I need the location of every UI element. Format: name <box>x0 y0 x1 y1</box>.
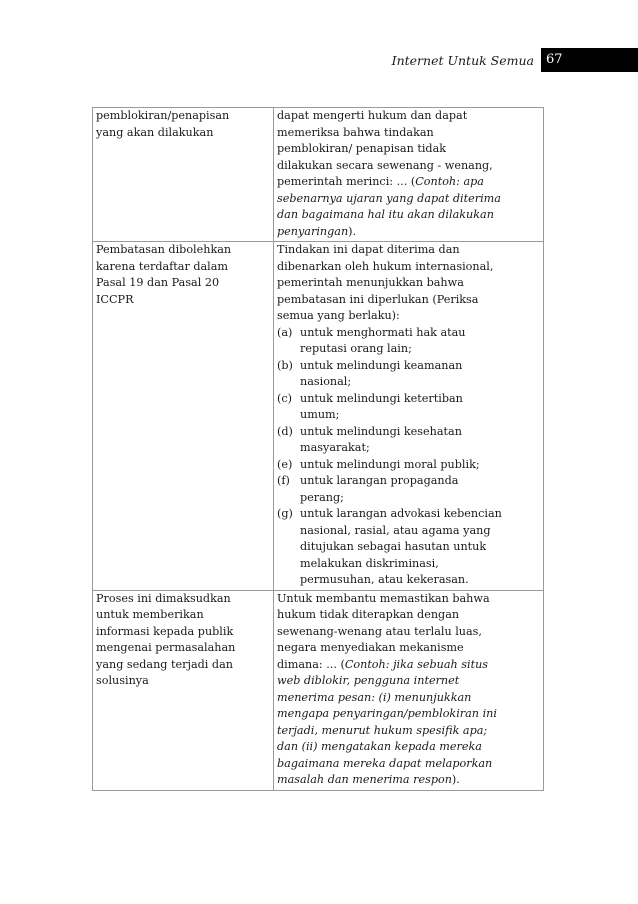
cell-text-line <box>277 607 541 624</box>
text-run: ). <box>451 773 460 786</box>
list-item-text <box>300 358 462 391</box>
cell-text-line <box>277 141 541 158</box>
cell-text-line <box>277 739 541 756</box>
cell-text-line: dibenarkan oleh hukum internasional, <box>277 259 494 273</box>
list-marker: (f) <box>277 474 290 487</box>
cell-text-line <box>277 706 541 723</box>
cell-text-line: perang; <box>300 490 344 504</box>
text-run: Untuk membantu memastikan bahwa <box>277 591 490 605</box>
row1-left-cell <box>93 108 274 242</box>
cell-text-line: masyarakat; <box>300 441 370 454</box>
checklist-item <box>277 457 541 474</box>
checklist-item <box>277 325 541 358</box>
cell-text-line <box>277 224 541 241</box>
text-run: pemerintah merinci: ... ( <box>277 175 416 188</box>
row3-left-cell <box>93 590 274 790</box>
cell-text-line <box>277 690 541 707</box>
italic-text-run: terjadi, menurut hukum spesifik apa; <box>277 723 488 737</box>
cell-text-line <box>277 591 541 608</box>
list-marker: (d) <box>277 424 293 438</box>
list-item-text <box>300 325 466 358</box>
cell-text-line <box>277 624 541 641</box>
cell-text-line <box>277 640 541 657</box>
cell-text-line <box>277 657 541 674</box>
page-number-box <box>541 48 638 72</box>
cell-text-line: nasional, rasial, atau agama yang <box>300 523 491 537</box>
cell-text-line: untuk menghormati hak atau <box>300 325 466 339</box>
italic-text-run: dan bagaimana hal itu akan dilakukan <box>277 208 494 221</box>
cell-text-line <box>277 756 541 773</box>
italic-text-run: penyaringan <box>277 224 349 238</box>
cell-text-line <box>277 772 541 789</box>
cell-text-line: untuk larangan advokasi kebencian <box>300 507 502 520</box>
cell-text-line: ditujukan sebagai hasutan untuk <box>300 540 487 553</box>
text-run: memeriksa bahwa tindakan <box>277 125 434 139</box>
cell-text-line: untuk melindungi moral publik; <box>300 457 480 471</box>
italic-text-run: Contoh: jika sebuah situs <box>344 657 489 671</box>
italic-text-run: bagaimana mereka dapat melaporkan <box>277 756 493 770</box>
list-marker: (e) <box>277 457 293 471</box>
table-row <box>93 108 544 242</box>
list-marker: (a) <box>277 325 293 339</box>
checklist <box>277 325 541 589</box>
cell-text-line: yang sedang terjadi dan <box>96 657 233 671</box>
cell-text-line: mengenai permasalahan <box>96 641 236 654</box>
cell-text-line: Pembatasan dibolehkan <box>96 243 232 256</box>
cell-text-line <box>277 207 541 224</box>
row1-right-cell <box>274 108 544 242</box>
row3-right-cell <box>274 590 544 790</box>
cell-text-line: informasi kepada publik <box>96 624 234 638</box>
table-row <box>93 242 544 591</box>
cell-text-line: pemerintah menunjukkan bahwa <box>277 276 464 289</box>
italic-text-run: mengapa penyaringan/pemblokiran ini <box>277 707 497 720</box>
page-number: 67 <box>546 52 563 67</box>
text-run: pemblokiran/ penapisan tidak <box>277 142 447 155</box>
italic-text-run: masalah dan menerima respon <box>277 773 452 786</box>
cell-text-line: melakukan diskriminasi, <box>300 556 439 570</box>
cell-text-line: Proses ini dimaksudkan <box>96 591 231 605</box>
content-table <box>92 107 544 791</box>
italic-text-run: dan (ii) mengatakan kepada mereka <box>277 740 482 753</box>
cell-text-line: Tindakan ini dapat diterima dan <box>277 243 460 256</box>
checklist-item <box>277 358 541 391</box>
cell-text-line: yang akan dilakukan <box>96 125 214 139</box>
list-item-text <box>300 424 462 457</box>
list-marker: (c) <box>277 391 292 405</box>
italic-text-run: web diblokir, pengguna internet <box>277 674 460 687</box>
cell-text-line <box>277 158 541 175</box>
text-run: sewenang-wenang atau terlalu luas, <box>277 624 482 638</box>
cell-text-line: untuk memberikan <box>96 608 204 621</box>
checklist-item <box>277 506 541 589</box>
checklist-item <box>277 473 541 506</box>
cell-text-line: reputasi orang lain; <box>300 342 412 355</box>
cell-text-line: untuk melindungi keamanan <box>300 358 463 372</box>
list-item-text <box>300 391 463 424</box>
italic-text-run: Contoh: apa <box>415 175 484 188</box>
row2-left-cell <box>93 242 274 591</box>
list-item-text <box>300 473 458 506</box>
cell-text-line: semua yang berlaku): <box>277 309 400 322</box>
cell-text-line <box>277 108 541 125</box>
cell-text-line: karena terdaftar dalam <box>96 259 229 273</box>
text-run: negara menyediakan mekanisme <box>277 641 464 654</box>
cell-text-line: untuk melindungi kesehatan <box>300 424 462 438</box>
checklist-item <box>277 424 541 457</box>
checklist-item <box>277 391 541 424</box>
cell-text-line <box>277 673 541 690</box>
cell-text-line: pemblokiran/penapisan <box>96 109 230 122</box>
cell-text-line: untuk melindungi ketertiban <box>300 391 463 405</box>
cell-text-line <box>277 174 541 191</box>
italic-text-run: sebenarnya ujaran yang dapat diterima <box>277 191 501 205</box>
cell-text-line: untuk larangan propaganda <box>300 474 459 487</box>
row2-right-cell <box>274 242 544 591</box>
cell-text-line <box>277 723 541 740</box>
running-header-title: Internet Untuk Semua <box>391 53 534 68</box>
text-run: ). <box>348 224 357 238</box>
cell-text-line: solusinya <box>96 674 149 687</box>
list-marker: (b) <box>277 358 293 372</box>
list-marker: (g) <box>277 507 293 520</box>
cell-text-line: ICCPR <box>96 292 134 306</box>
text-run: hukum tidak diterapkan dengan <box>277 608 460 621</box>
text-run: dilakukan secara sewenang - wenang, <box>277 158 493 172</box>
italic-text-run: menerima pesan: (i) menunjukkan <box>277 690 472 704</box>
table-row <box>93 590 544 790</box>
text-run: dapat mengerti hukum dan dapat <box>277 109 468 122</box>
list-item-text <box>300 457 480 474</box>
cell-text-line: pembatasan ini diperlukan (Periksa <box>277 292 479 306</box>
cell-text-line <box>277 125 541 142</box>
cell-text-line: umum; <box>300 408 340 421</box>
list-item-text <box>300 506 502 589</box>
cell-text-line: Pasal 19 dan Pasal 20 <box>96 276 220 289</box>
cell-text-line <box>277 191 541 208</box>
text-run: dimana: ... ( <box>277 657 345 671</box>
cell-text-line: permusuhan, atau kekerasan. <box>300 573 469 586</box>
cell-text-line: nasional; <box>300 375 352 388</box>
